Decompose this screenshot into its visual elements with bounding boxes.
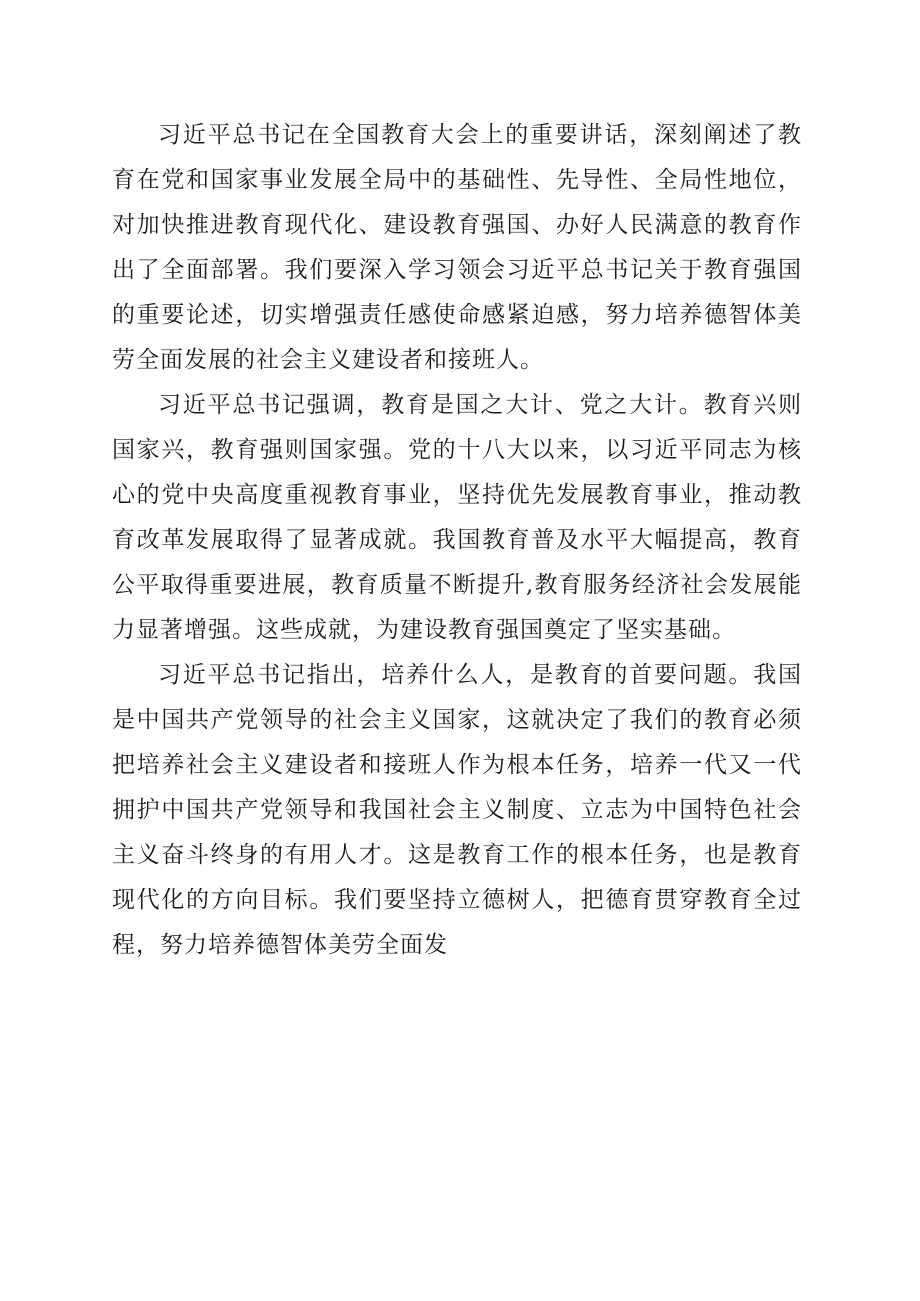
paragraph-1: 习近平总书记在全国教育大会上的重要讲话，深刻阐述了教育在党和国家事业发展全局中的基础性、先导性、全局性地位，对加快推进教育现代化、建设教育强国、办好人民满意的教育作出了全面部署。我们要深入学习领会习近平总书记关于教育强国的重要论述，切实增强责任感使命感紧迫感，努力培养德智体美劳全面发展的社会主义建设者和接班人。	[112, 122, 802, 373]
paragraph-3: 习近平总书记指出，培养什么人，是教育的首要问题。我国是中国共产党领导的社会主义国家，这就决定了我们的教育必须把培养社会主义建设者和接班人作为根本任务，培养一代又一代拥护中国共产党领导和我国社会主义制度、立志为中国特色社会主义奋斗终身的有用人才。这是教育工作的根本任务，也是教育现代化的方向目标。我们要坚持立德树人，把德育贯穿教育全过程，努力培养德智体美劳全面发	[112, 662, 802, 958]
document-body	[112, 113, 802, 968]
paragraph-2: 习近平总书记强调，教育是国之大计、党之大计。教育兴则国家兴，教育强则国家强。党的十八大以来，以习近平同志为核心的党中央高度重视教育事业，坚持优先发展教育事业，推动教育改革发展取得了显著成就。我国教育普及水平大幅提高，教育公平取得重要进展，教育质量不断提升,教育服务经济社会发展能力显著增强。这些成就，为建设教育强国奠定了坚实基础。	[112, 392, 802, 643]
